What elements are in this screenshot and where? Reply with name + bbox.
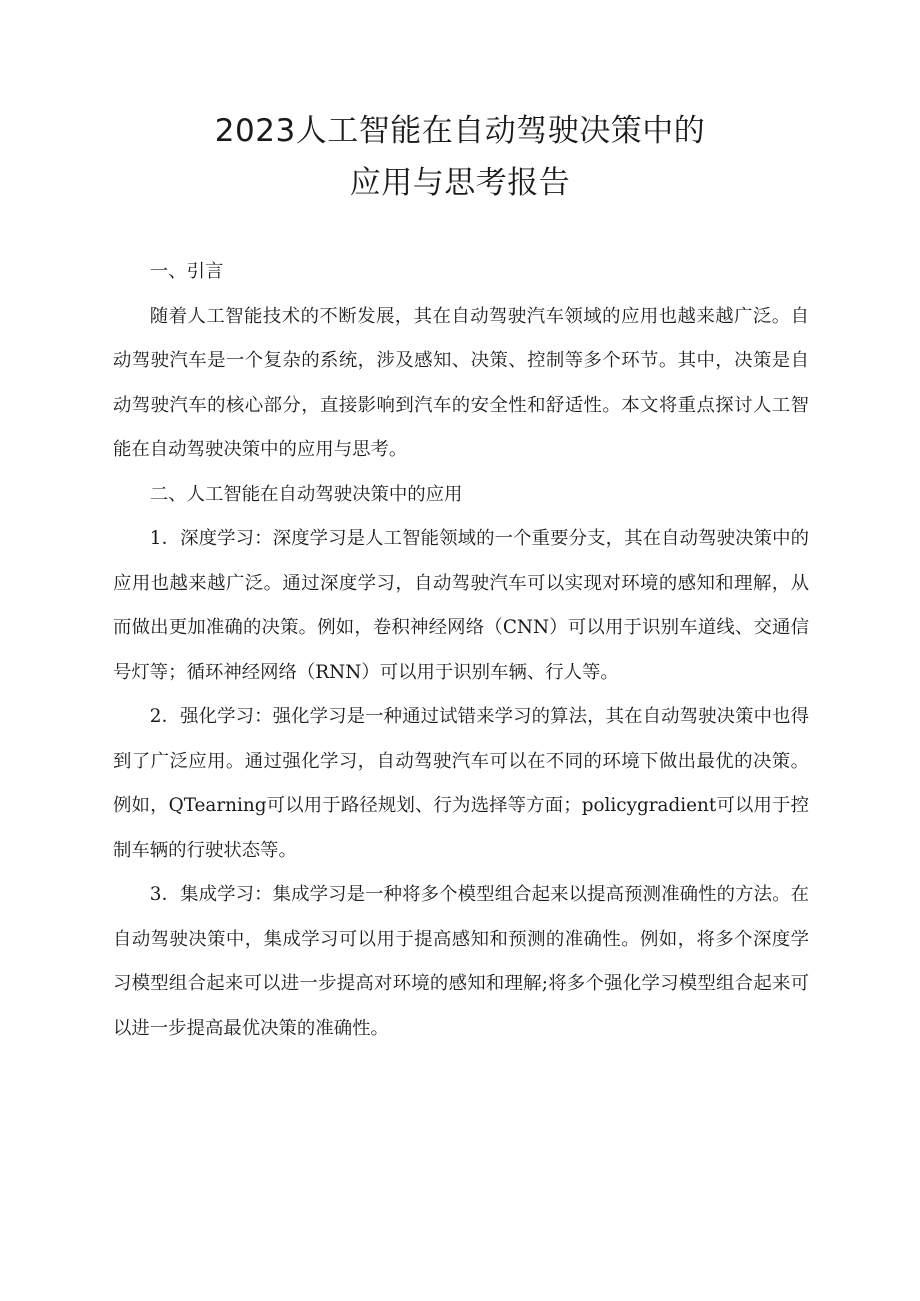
section-heading-applications: 二、人工智能在自动驾驶决策中的应用: [149, 483, 463, 505]
document-body: [113, 250, 809, 1051]
paragraph-ensemble-learning: 3．集成学习：集成学习是一种将多个模型组合起来以提高预测准确性的方法。在自动驾驶决策中，集成学习可以用于提高感知和预测的准确性。例如，将多个深度学习模型组合起来可以进一步提高对环境的感知和理解;将多个强化学习模型组合起来可以进一步提高最优决策的准确性。: [113, 884, 809, 1039]
section-heading-introduction: 一、引言: [149, 261, 224, 282]
paragraph-deep-learning: 1．深度学习：深度学习是人工智能领域的一个重要分支，其在自动驾驶决策中的应用也越来越广泛。通过深度学习，自动驾驶汽车可以实现对环境的感知和理解，从而做出更加准确的决策。例如，卷积神经网络（CNN）可以用于识别车道线、交通信号灯等；循环神经网络（RNN）可以用于识别车辆、行人等。: [113, 528, 809, 683]
paragraph-reinforcement-learning: 2．强化学习：强化学习是一种通过试错来学习的算法，其在自动驾驶决策中也得到了广泛应用。通过强化学习，自动驾驶汽车可以在不同的环境下做出最优的决策。例如，QTearning可以用于路径规划、行为选择等方面；policygradient可以用于控制车辆的行驶状态等。: [113, 706, 809, 861]
document-title-line1: 2023人工智能在自动驾驶决策中的: [214, 113, 706, 149]
paragraph-introduction: 随着人工智能技术的不断发展，其在自动驾驶汽车领域的应用也越来越广泛。自动驾驶汽车是一个复杂的系统，涉及感知、决策、控制等多个环节。其中，决策是自动驾驶汽车的核心部分，直接影响到汽车的安全性和舒适性。本文将重点探讨人工智能在自动驾驶决策中的应用与思考。: [113, 305, 809, 460]
document-title-line2: 应用与思考报告: [349, 165, 571, 201]
